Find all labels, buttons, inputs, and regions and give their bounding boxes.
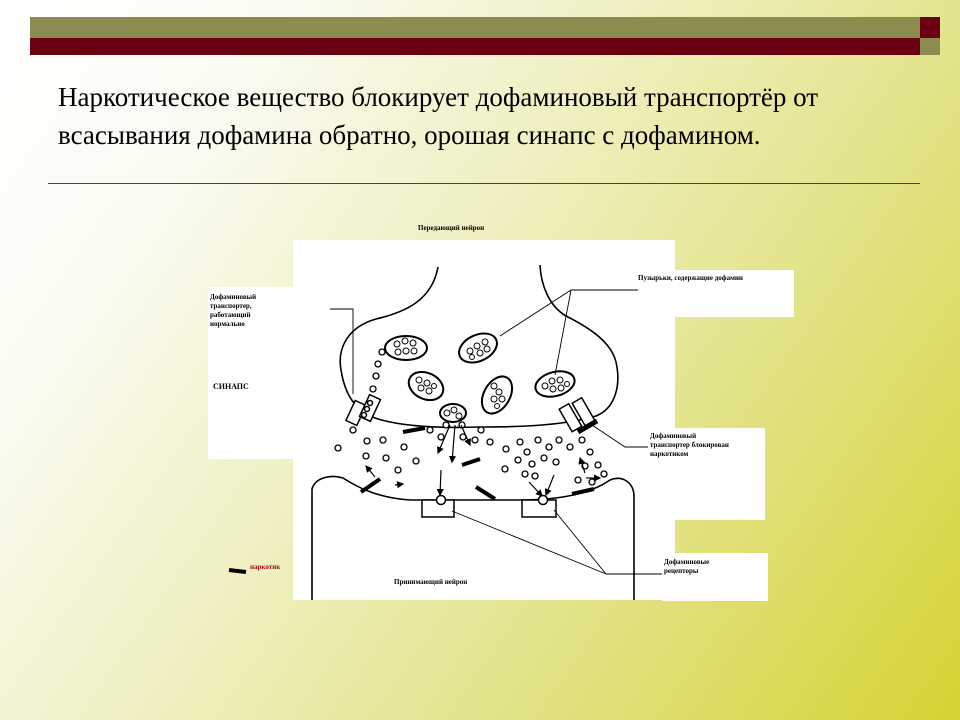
vesicle xyxy=(533,367,578,401)
drug-molecule xyxy=(462,459,480,465)
vesicle xyxy=(476,371,519,419)
label-transporter-blocked: Дофаминовый транспортер блокирован наркотиком xyxy=(650,432,729,458)
label-vesicles: Пузырьки, содержащие дофамин xyxy=(638,274,743,282)
label-receptors: Дофаминовые рецепторы xyxy=(664,558,710,575)
postsynaptic-outline xyxy=(312,476,634,600)
drug-molecule-legend xyxy=(229,570,246,572)
drug-molecule xyxy=(572,489,594,494)
drug-molecule xyxy=(361,479,380,492)
slide-title: Наркотическое вещество блокирует дофаминовый транспортёр от всасывания дофамина обратно, орошая синапс с дофамином. xyxy=(58,82,819,150)
drug-molecule xyxy=(476,487,495,499)
label-receiving-neuron: Принимающий нейрон xyxy=(394,578,468,586)
drug-molecule xyxy=(403,428,425,432)
label-synapse: СИНАПС xyxy=(213,382,249,391)
label-transporter-normal: Дофаминовый транспортер, работающий нормально xyxy=(210,293,257,328)
receptors xyxy=(422,496,556,518)
legend-drug-label: наркотик xyxy=(250,563,281,571)
label-transmitting-neuron: Передающий нейрон xyxy=(418,224,485,232)
transporter-blocked xyxy=(559,398,597,432)
